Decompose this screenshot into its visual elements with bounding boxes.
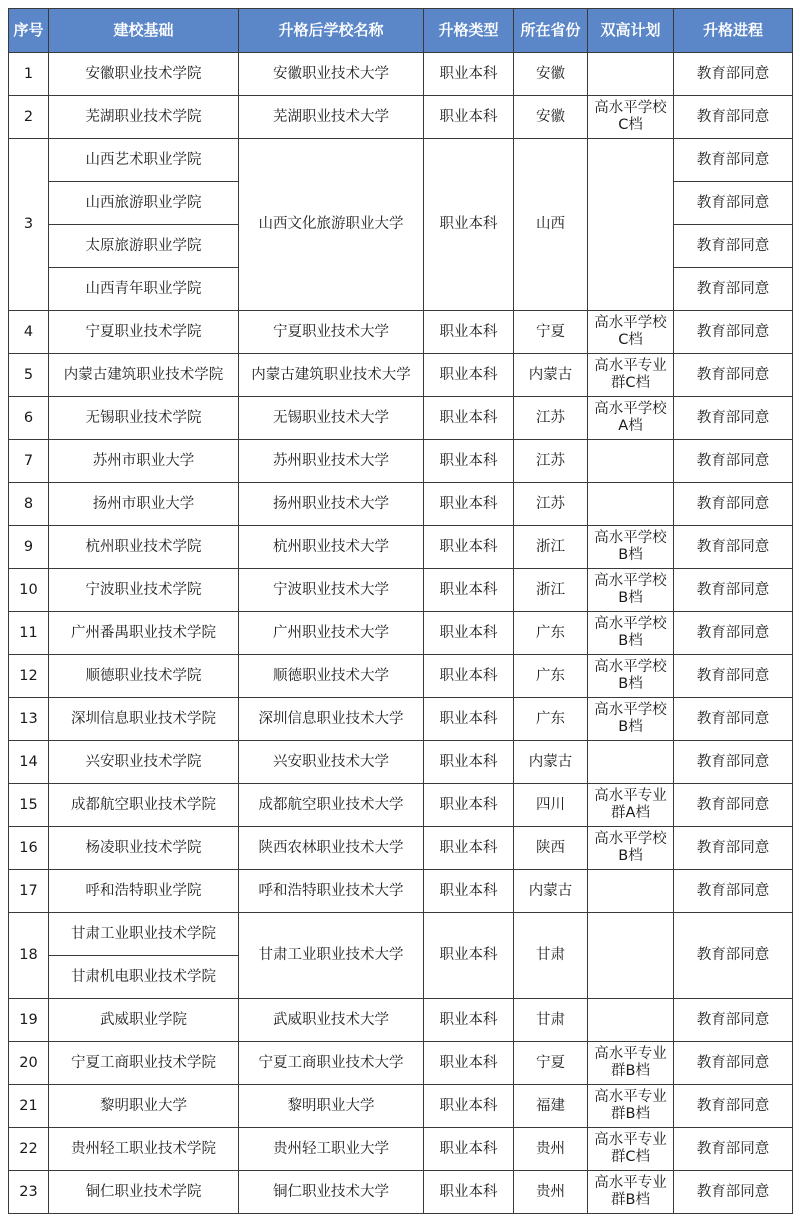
cell-type: 职业本科 — [424, 139, 514, 311]
cell-progress: 教育部同意 — [674, 612, 793, 655]
cell-progress: 教育部同意 — [674, 354, 793, 397]
cell-progress: 教育部同意 — [674, 311, 793, 354]
table-row — [9, 1042, 793, 1085]
cell-province: 内蒙古 — [514, 741, 588, 784]
cell-seq: 8 — [9, 483, 49, 526]
cell-province: 甘肃 — [514, 913, 588, 999]
cell-base: 铜仁职业技术学院 — [49, 1171, 239, 1214]
header-seq: 序号 — [9, 9, 49, 53]
cell-progress: 教育部同意 — [674, 1042, 793, 1085]
cell-progress: 教育部同意 — [674, 999, 793, 1042]
cell-plan: 高水平学校B档 — [588, 612, 674, 655]
cell-seq: 14 — [9, 741, 49, 784]
cell-plan: 高水平学校B档 — [588, 569, 674, 612]
cell-base: 宁夏职业技术学院 — [49, 311, 239, 354]
cell-new-name: 芜湖职业技术大学 — [239, 96, 424, 139]
table-row — [9, 397, 793, 440]
cell-province: 宁夏 — [514, 1042, 588, 1085]
cell-province: 宁夏 — [514, 311, 588, 354]
cell-type: 职业本科 — [424, 96, 514, 139]
cell-base: 甘肃机电职业技术学院 — [49, 956, 239, 999]
cell-seq: 21 — [9, 1085, 49, 1128]
cell-seq: 4 — [9, 311, 49, 354]
table-row — [9, 483, 793, 526]
table-row — [9, 870, 793, 913]
table-row — [9, 354, 793, 397]
header-progress: 升格进程 — [674, 9, 793, 53]
header-type: 升格类型 — [424, 9, 514, 53]
cell-base: 安徽职业技术学院 — [49, 53, 239, 96]
cell-province: 安徽 — [514, 96, 588, 139]
cell-base: 山西青年职业学院 — [49, 268, 239, 311]
cell-plan — [588, 440, 674, 483]
table-row — [9, 311, 793, 354]
cell-plan — [588, 139, 674, 311]
cell-new-name: 苏州职业技术大学 — [239, 440, 424, 483]
cell-new-name: 山西文化旅游职业大学 — [239, 139, 424, 311]
cell-seq: 2 — [9, 96, 49, 139]
cell-new-name: 贵州轻工职业大学 — [239, 1128, 424, 1171]
cell-province: 江苏 — [514, 397, 588, 440]
table-row — [9, 784, 793, 827]
cell-seq: 7 — [9, 440, 49, 483]
cell-base: 山西艺术职业学院 — [49, 139, 239, 182]
cell-province: 贵州 — [514, 1128, 588, 1171]
cell-progress: 教育部同意 — [674, 397, 793, 440]
cell-plan: 高水平专业群B档 — [588, 1042, 674, 1085]
cell-seq: 15 — [9, 784, 49, 827]
cell-base: 山西旅游职业学院 — [49, 182, 239, 225]
cell-province: 福建 — [514, 1085, 588, 1128]
cell-seq: 16 — [9, 827, 49, 870]
cell-type: 职业本科 — [424, 913, 514, 999]
cell-base: 甘肃工业职业技术学院 — [49, 913, 239, 956]
cell-type: 职业本科 — [424, 1171, 514, 1214]
header-base: 建校基础 — [49, 9, 239, 53]
cell-new-name: 宁波职业技术大学 — [239, 569, 424, 612]
cell-progress: 教育部同意 — [674, 1085, 793, 1128]
cell-progress: 教育部同意 — [674, 225, 793, 268]
cell-province: 四川 — [514, 784, 588, 827]
cell-progress: 教育部同意 — [674, 1128, 793, 1171]
cell-seq: 13 — [9, 698, 49, 741]
cell-seq: 18 — [9, 913, 49, 999]
cell-province: 安徽 — [514, 53, 588, 96]
cell-type: 职业本科 — [424, 999, 514, 1042]
table-body — [9, 53, 793, 1214]
table-row — [9, 827, 793, 870]
cell-seq: 10 — [9, 569, 49, 612]
table-row — [9, 440, 793, 483]
cell-progress: 教育部同意 — [674, 1171, 793, 1214]
cell-base: 芜湖职业技术学院 — [49, 96, 239, 139]
cell-base: 苏州市职业大学 — [49, 440, 239, 483]
table-row — [9, 1171, 793, 1214]
cell-type: 职业本科 — [424, 612, 514, 655]
cell-plan: 高水平专业群B档 — [588, 1085, 674, 1128]
cell-new-name: 广州职业技术大学 — [239, 612, 424, 655]
cell-new-name: 黎明职业大学 — [239, 1085, 424, 1128]
cell-plan: 高水平专业群C档 — [588, 1128, 674, 1171]
cell-new-name: 顺德职业技术大学 — [239, 655, 424, 698]
cell-province: 山西 — [514, 139, 588, 311]
cell-base: 武威职业学院 — [49, 999, 239, 1042]
cell-seq: 20 — [9, 1042, 49, 1085]
cell-base: 顺德职业技术学院 — [49, 655, 239, 698]
cell-province: 内蒙古 — [514, 354, 588, 397]
table-row — [9, 741, 793, 784]
cell-plan: 高水平专业群C档 — [588, 354, 674, 397]
cell-new-name: 安徽职业技术大学 — [239, 53, 424, 96]
cell-progress: 教育部同意 — [674, 698, 793, 741]
cell-province: 江苏 — [514, 440, 588, 483]
cell-base: 内蒙古建筑职业技术学院 — [49, 354, 239, 397]
cell-progress: 教育部同意 — [674, 268, 793, 311]
table-row — [9, 913, 793, 956]
cell-base: 杨凌职业技术学院 — [49, 827, 239, 870]
table-row — [9, 999, 793, 1042]
cell-new-name: 宁夏工商职业技术大学 — [239, 1042, 424, 1085]
cell-new-name: 扬州职业技术大学 — [239, 483, 424, 526]
table-row — [9, 655, 793, 698]
cell-seq: 12 — [9, 655, 49, 698]
cell-seq: 23 — [9, 1171, 49, 1214]
cell-base: 宁波职业技术学院 — [49, 569, 239, 612]
cell-plan: 高水平学校A档 — [588, 397, 674, 440]
cell-base: 贵州轻工职业技术学院 — [49, 1128, 239, 1171]
cell-new-name: 杭州职业技术大学 — [239, 526, 424, 569]
cell-new-name: 呼和浩特职业技术大学 — [239, 870, 424, 913]
cell-progress: 教育部同意 — [674, 139, 793, 182]
cell-type: 职业本科 — [424, 440, 514, 483]
cell-type: 职业本科 — [424, 784, 514, 827]
table-row — [9, 96, 793, 139]
cell-new-name: 陕西农林职业技术大学 — [239, 827, 424, 870]
cell-base: 宁夏工商职业技术学院 — [49, 1042, 239, 1085]
cell-new-name: 成都航空职业技术大学 — [239, 784, 424, 827]
cell-plan — [588, 53, 674, 96]
cell-new-name: 深圳信息职业技术大学 — [239, 698, 424, 741]
cell-base: 广州番禺职业技术学院 — [49, 612, 239, 655]
cell-type: 职业本科 — [424, 397, 514, 440]
cell-type: 职业本科 — [424, 1042, 514, 1085]
cell-seq: 22 — [9, 1128, 49, 1171]
cell-plan: 高水平学校B档 — [588, 827, 674, 870]
cell-seq: 5 — [9, 354, 49, 397]
cell-province: 广东 — [514, 612, 588, 655]
cell-type: 职业本科 — [424, 311, 514, 354]
cell-new-name: 武威职业技术大学 — [239, 999, 424, 1042]
cell-new-name: 铜仁职业技术大学 — [239, 1171, 424, 1214]
cell-province: 浙江 — [514, 526, 588, 569]
upgrade-table — [8, 8, 793, 1214]
cell-plan: 高水平学校C档 — [588, 96, 674, 139]
table-row — [9, 612, 793, 655]
cell-seq: 1 — [9, 53, 49, 96]
table-row — [9, 698, 793, 741]
cell-new-name: 无锡职业技术大学 — [239, 397, 424, 440]
cell-type: 职业本科 — [424, 483, 514, 526]
cell-new-name: 兴安职业技术大学 — [239, 741, 424, 784]
cell-type: 职业本科 — [424, 698, 514, 741]
cell-province: 陕西 — [514, 827, 588, 870]
cell-seq: 17 — [9, 870, 49, 913]
cell-base: 呼和浩特职业学院 — [49, 870, 239, 913]
cell-progress: 教育部同意 — [674, 182, 793, 225]
cell-plan: 高水平专业群A档 — [588, 784, 674, 827]
cell-type: 职业本科 — [424, 655, 514, 698]
table-row — [9, 53, 793, 96]
cell-type: 职业本科 — [424, 741, 514, 784]
cell-plan — [588, 913, 674, 999]
cell-plan: 高水平学校C档 — [588, 311, 674, 354]
cell-plan: 高水平学校B档 — [588, 655, 674, 698]
cell-progress: 教育部同意 — [674, 870, 793, 913]
cell-type: 职业本科 — [424, 870, 514, 913]
cell-plan — [588, 483, 674, 526]
header-plan: 双高计划 — [588, 9, 674, 53]
table-row — [9, 139, 793, 182]
header-new-name: 升格后学校名称 — [239, 9, 424, 53]
cell-province: 内蒙古 — [514, 870, 588, 913]
cell-plan — [588, 741, 674, 784]
cell-base: 太原旅游职业学院 — [49, 225, 239, 268]
cell-type: 职业本科 — [424, 569, 514, 612]
cell-progress: 教育部同意 — [674, 741, 793, 784]
cell-province: 广东 — [514, 655, 588, 698]
cell-type: 职业本科 — [424, 827, 514, 870]
cell-plan: 高水平专业群B档 — [588, 1171, 674, 1214]
cell-type: 职业本科 — [424, 526, 514, 569]
table-row — [9, 569, 793, 612]
cell-plan — [588, 999, 674, 1042]
cell-base: 成都航空职业技术学院 — [49, 784, 239, 827]
cell-base: 兴安职业技术学院 — [49, 741, 239, 784]
cell-progress: 教育部同意 — [674, 655, 793, 698]
cell-type: 职业本科 — [424, 354, 514, 397]
cell-province: 广东 — [514, 698, 588, 741]
cell-type: 职业本科 — [424, 1085, 514, 1128]
cell-progress: 教育部同意 — [674, 483, 793, 526]
cell-type: 职业本科 — [424, 1128, 514, 1171]
cell-progress: 教育部同意 — [674, 440, 793, 483]
cell-plan: 高水平学校B档 — [588, 698, 674, 741]
cell-plan: 高水平学校B档 — [588, 526, 674, 569]
cell-progress: 教育部同意 — [674, 53, 793, 96]
cell-progress: 教育部同意 — [674, 526, 793, 569]
cell-seq: 6 — [9, 397, 49, 440]
cell-seq: 3 — [9, 139, 49, 311]
header-row — [9, 9, 793, 53]
cell-progress: 教育部同意 — [674, 569, 793, 612]
cell-base: 黎明职业大学 — [49, 1085, 239, 1128]
cell-progress: 教育部同意 — [674, 913, 793, 999]
cell-base: 深圳信息职业技术学院 — [49, 698, 239, 741]
cell-progress: 教育部同意 — [674, 784, 793, 827]
cell-progress: 教育部同意 — [674, 96, 793, 139]
table-row — [9, 526, 793, 569]
cell-province: 甘肃 — [514, 999, 588, 1042]
header-province: 所在省份 — [514, 9, 588, 53]
cell-new-name: 甘肃工业职业技术大学 — [239, 913, 424, 999]
cell-province: 江苏 — [514, 483, 588, 526]
cell-plan — [588, 870, 674, 913]
table-row — [9, 1085, 793, 1128]
cell-type: 职业本科 — [424, 53, 514, 96]
cell-base: 扬州市职业大学 — [49, 483, 239, 526]
cell-seq: 11 — [9, 612, 49, 655]
cell-seq: 9 — [9, 526, 49, 569]
cell-progress: 教育部同意 — [674, 827, 793, 870]
cell-new-name: 宁夏职业技术大学 — [239, 311, 424, 354]
table-row — [9, 1128, 793, 1171]
cell-base: 杭州职业技术学院 — [49, 526, 239, 569]
cell-new-name: 内蒙古建筑职业技术大学 — [239, 354, 424, 397]
cell-base: 无锡职业技术学院 — [49, 397, 239, 440]
cell-seq: 19 — [9, 999, 49, 1042]
cell-province: 浙江 — [514, 569, 588, 612]
cell-province: 贵州 — [514, 1171, 588, 1214]
